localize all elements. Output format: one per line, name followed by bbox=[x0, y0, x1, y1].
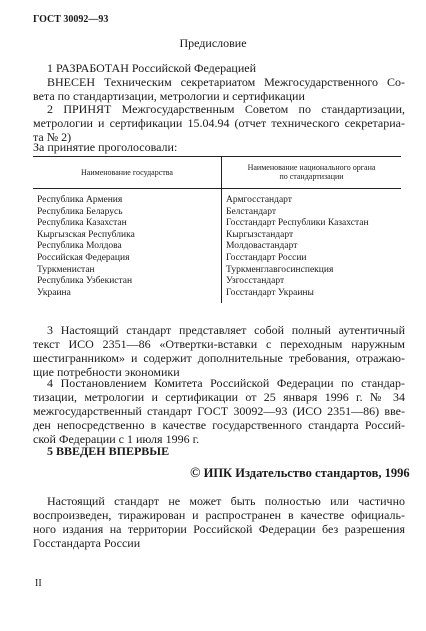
col-body-header bbox=[222, 157, 402, 189]
section-4 bbox=[33, 376, 405, 446]
section-3-line-2: текст ИСО 2351—86 «Отвертки-вставки с переходным наружным bbox=[33, 337, 405, 351]
section-3 bbox=[33, 323, 405, 379]
state-cell: Российская Федерация bbox=[33, 253, 222, 265]
section-1-line-1: 1 РАЗРАБОТАН Российской Федерацией bbox=[47, 61, 256, 75]
document-code: ГОСТ 30092—93 bbox=[33, 14, 109, 25]
section-2 bbox=[33, 102, 405, 144]
body-cell: Госстандарт Украины bbox=[226, 287, 314, 298]
page-number: II bbox=[35, 578, 42, 589]
member-states-table bbox=[33, 156, 401, 303]
state-cell: Республика Узбекистан bbox=[33, 276, 222, 288]
body-cell: Узгосстандарт bbox=[226, 276, 285, 287]
notice-line-3: ного издания на территории Российской Федерации без разрешения bbox=[33, 522, 405, 536]
section-3-line-4: щие потребности экономики bbox=[33, 365, 180, 379]
state-cell: Республика Беларусь bbox=[33, 207, 222, 219]
section-1-line-3: вета по стандартизации, метрологии и сертификации bbox=[33, 89, 305, 103]
section-1 bbox=[33, 61, 405, 103]
copyright-icon: © bbox=[190, 466, 201, 481]
table-row bbox=[33, 218, 401, 230]
copyright-line bbox=[190, 466, 410, 482]
state-cell: Республика Армения bbox=[33, 189, 222, 207]
col-body-header-line-2: по стандартизации bbox=[279, 172, 344, 181]
section-4-line-5: ской Федерации с 1 июля 1996 г. bbox=[33, 432, 200, 446]
state-cell: Республика Казахстан bbox=[33, 218, 222, 230]
notice-line-2: воспроизведен, тиражирован и распространен в качестве официаль- bbox=[33, 508, 405, 522]
body-cell: Госстандарт Республики Казахстан bbox=[226, 218, 369, 229]
section-3-line-3: шестигранником» и содержит дополнительные требования, отражаю- bbox=[33, 351, 405, 365]
section-1-line-2: ВНЕСЕН Техническим секретариатом Межгосударственного Со- bbox=[47, 75, 405, 89]
section-3-line-1: 3 Настоящий стандарт представляет собой полный аутентичный bbox=[47, 323, 405, 337]
col-state-header: Наименование государства bbox=[33, 157, 222, 189]
state-cell: Украина bbox=[33, 288, 222, 304]
table-row bbox=[33, 230, 401, 242]
state-cell: Туркменистан bbox=[33, 265, 222, 277]
section-2-line-3: та № 2) bbox=[33, 130, 72, 144]
table-row bbox=[33, 189, 401, 207]
table-row bbox=[33, 207, 401, 219]
reproduction-notice bbox=[33, 494, 405, 550]
table-row bbox=[33, 276, 401, 288]
section-4-line-2: тизации, метрологии и сертификации от 25 января 1996 г. № 34 bbox=[33, 390, 405, 404]
notice-line-1: Настоящий стандарт не может быть полностью или частично bbox=[47, 494, 405, 508]
body-cell: Кыргызстандарт bbox=[226, 229, 294, 240]
section-4-line-1: 4 Постановлением Комитета Российской Федерации по стандар- bbox=[47, 376, 405, 390]
col-body-header-line-1: Наименование национального органа bbox=[247, 163, 376, 172]
section-5-line-1: 5 ВВЕДЕН ВПЕРВЫЕ bbox=[47, 444, 170, 458]
body-cell: Армгосстандарт bbox=[226, 195, 292, 205]
copyright-text: ИПК Издательство стандартов, 1996 bbox=[203, 466, 410, 480]
body-cell: Туркменглавгосинспекция bbox=[226, 264, 334, 275]
section-2-line-2: метрологии и сертификации 15.04.94 (отчет технического секретариа- bbox=[33, 116, 405, 130]
state-cell: Кыргызская Республика bbox=[33, 230, 222, 242]
table-row bbox=[33, 241, 401, 253]
notice-line-4: Госстандарта России bbox=[33, 536, 141, 550]
body-cell: Белстандарт bbox=[226, 206, 277, 217]
voted-intro: За принятие проголосовали: bbox=[33, 140, 178, 154]
table-row bbox=[33, 288, 401, 304]
section-2-line-1: 2 ПРИНЯТ Межгосударственным Советом по стандартизации, bbox=[47, 102, 405, 116]
section-4-line-3: межгосударственный стандарт ГОСТ 30092—93 (ИСО 2351—86) вве- bbox=[33, 404, 405, 418]
page-title: Предисловие bbox=[179, 36, 247, 50]
section-4-line-4: ден непосредственно в качестве государственного стандарта Россий- bbox=[33, 418, 405, 432]
section-5 bbox=[33, 444, 405, 458]
table-row bbox=[33, 253, 401, 265]
table-row bbox=[33, 265, 401, 277]
table-header-row bbox=[33, 157, 401, 189]
body-cell: Госстандарт России bbox=[226, 252, 307, 263]
body-cell: Молдовастандарт bbox=[226, 241, 298, 252]
state-cell: Республика Молдова bbox=[33, 241, 222, 253]
